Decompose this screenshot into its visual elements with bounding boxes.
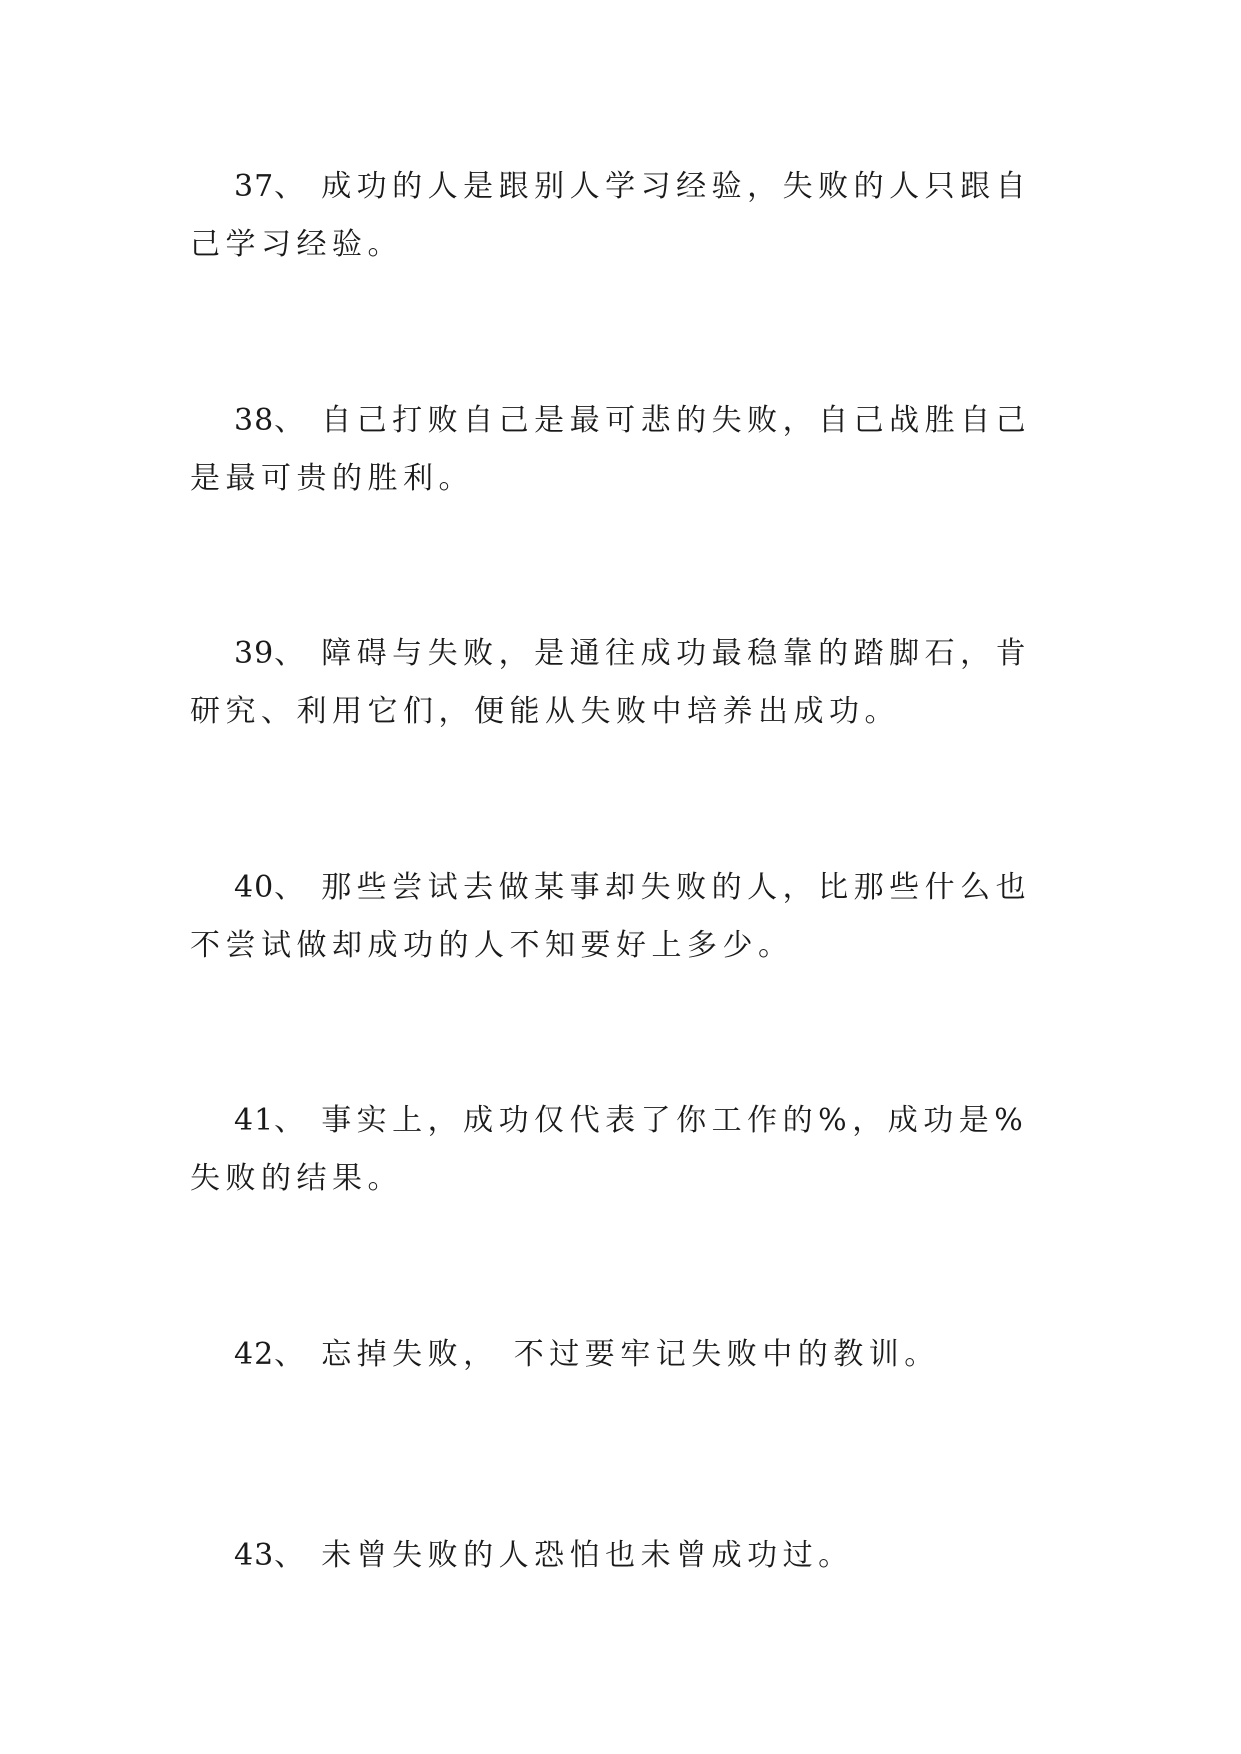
quote-item bbox=[190, 859, 1060, 975]
item-number: 37、 bbox=[234, 169, 306, 204]
quote-item bbox=[190, 392, 1060, 508]
item-text: 那些尝试去做某事却失败的人，比那些什么也不尝试做却成功的人不知要好上多少。 bbox=[190, 870, 1032, 963]
item-number: 40、 bbox=[234, 870, 306, 905]
item-text: 障碍与失败，是通往成功最稳靠的踏脚石，肯研究、利用它们，便能从失败中培养出成功。 bbox=[190, 636, 1032, 729]
item-text: 未曾失败的人恐怕也未曾成功过。 bbox=[321, 1538, 854, 1573]
item-number: 39、 bbox=[234, 636, 306, 671]
item-text: 自己打败自己是最可悲的失败，自己战胜自己是最可贵的胜利。 bbox=[190, 403, 1032, 496]
item-number: 42、 bbox=[234, 1337, 306, 1372]
quote-item bbox=[190, 1092, 1060, 1208]
quote-item bbox=[190, 158, 1060, 274]
item-text: 事实上，成功仅代表了你工作的%，成功是%失败的结果。 bbox=[190, 1103, 1029, 1196]
item-text: 忘掉失败， 不过要牢记失败中的教训。 bbox=[321, 1337, 940, 1372]
item-number: 41、 bbox=[234, 1103, 306, 1138]
item-number: 38、 bbox=[234, 403, 306, 438]
item-text: 成功的人是跟别人学习经验，失败的人只跟自己学习经验。 bbox=[190, 169, 1032, 262]
item-number: 43、 bbox=[234, 1538, 306, 1573]
quote-item bbox=[190, 1326, 1060, 1384]
quote-item bbox=[190, 625, 1060, 741]
quote-item bbox=[190, 1527, 1060, 1585]
